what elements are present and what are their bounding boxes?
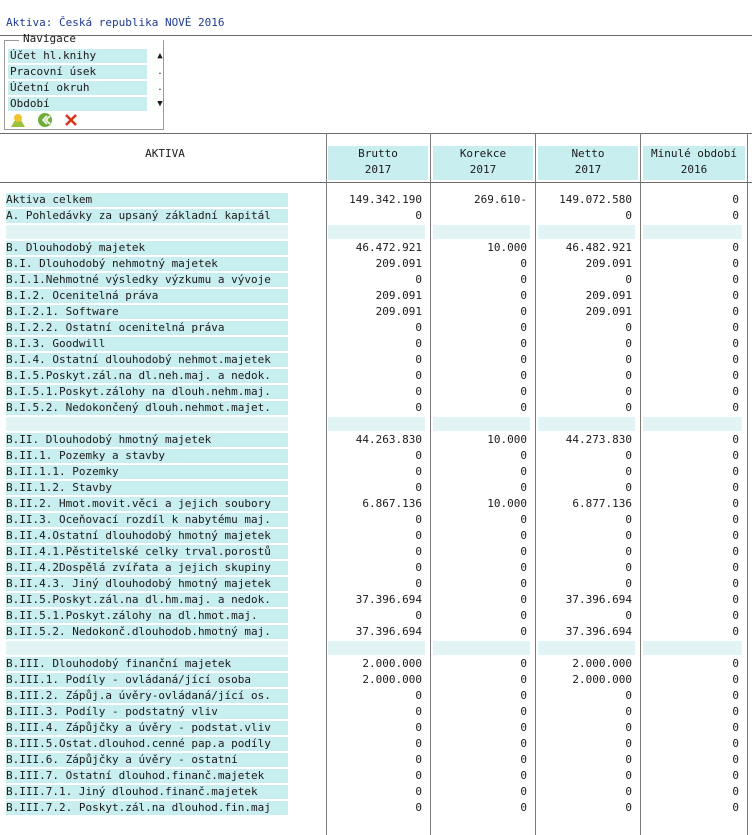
cell-korekce: 0	[520, 673, 527, 686]
cell-minule-obdobi	[643, 225, 742, 239]
cell-korekce: 0	[520, 545, 527, 558]
table-row[interactable]	[0, 592, 752, 608]
cell-brutto: 0	[415, 369, 422, 382]
cell-brutto: 0	[415, 705, 422, 718]
table-row[interactable]	[0, 352, 752, 368]
row-label: B.III. Dlouhodobý finanční majetek	[6, 657, 288, 671]
cell-netto: 0	[625, 385, 632, 398]
cell-korekce: 0	[520, 609, 527, 622]
cell-netto: 0	[625, 769, 632, 782]
cell-brutto: 37.396.694	[355, 593, 422, 606]
window-title: Aktiva: Česká republika NOVÉ 2016	[6, 16, 225, 29]
table-row[interactable]	[0, 288, 752, 304]
table-row[interactable]	[0, 656, 752, 672]
row-label: B.I. Dlouhodobý nehmotný majetek	[6, 257, 288, 271]
cell-netto: 6.877.136	[572, 497, 632, 510]
cell-korekce: 0	[520, 337, 527, 350]
cell-netto: 0	[625, 753, 632, 766]
cell-netto: 0	[625, 801, 632, 814]
row-label: B.III.7. Ostatní dlouhod.finanč.majetek	[6, 769, 288, 783]
row-label: B.II.1.2. Stavby	[6, 481, 288, 495]
table-row[interactable]	[0, 480, 752, 496]
cell-korekce	[433, 417, 530, 431]
table-row[interactable]	[0, 496, 752, 512]
table-spacer-row[interactable]	[0, 416, 752, 432]
table-row[interactable]	[0, 528, 752, 544]
cell-minule-obdobi	[643, 641, 742, 655]
cell-brutto: 0	[415, 401, 422, 414]
expand-icon[interactable]	[10, 112, 26, 128]
cell-netto: 0	[625, 705, 632, 718]
cell-netto: 0	[625, 321, 632, 334]
header-brutto-name: Brutto	[358, 147, 398, 160]
navigation-scrollbar[interactable]	[155, 48, 165, 112]
cell-minule-obdobi	[643, 417, 742, 431]
cell-minule-obdobi: 0	[732, 705, 739, 718]
cell-netto	[538, 225, 635, 239]
cell-brutto: 6.867.136	[362, 497, 422, 510]
cell-korekce: 0	[520, 657, 527, 670]
row-label: B.II.5.1.Poskyt.zálohy na dl.hmot.maj.	[6, 609, 288, 623]
table-row[interactable]	[0, 400, 752, 416]
scroll-down-icon[interactable]: ▼	[157, 99, 163, 109]
cell-korekce: 0	[520, 529, 527, 542]
row-label	[6, 641, 288, 655]
cell-brutto	[328, 225, 425, 239]
header-korekce-name: Korekce	[459, 147, 507, 160]
cell-korekce: 0	[520, 753, 527, 766]
cell-korekce: 0	[520, 785, 527, 798]
cell-netto: 0	[625, 721, 632, 734]
cell-minule-obdobi: 0	[732, 673, 739, 686]
table-row[interactable]	[0, 672, 752, 688]
cell-netto: 0	[625, 481, 632, 494]
cell-netto: 149.072.580	[559, 193, 632, 206]
cell-brutto: 0	[415, 801, 422, 814]
cell-korekce: 0	[520, 705, 527, 718]
row-label: B.I.4. Ostatní dlouhodobý nehmot.majetek	[6, 353, 288, 367]
collapse-icon[interactable]	[37, 112, 53, 128]
table-row[interactable]	[0, 768, 752, 784]
cell-netto: 0	[625, 577, 632, 590]
row-label: B.I.1.Nehmotné výsledky výzkumu a vývoje	[6, 273, 288, 287]
cell-brutto: 149.342.190	[349, 193, 422, 206]
cell-netto: 0	[625, 561, 632, 574]
header-netto-year: 2017	[574, 163, 602, 176]
delete-icon[interactable]	[63, 112, 79, 128]
row-label: B.III.1. Podíly - ovládaná/jící osoba	[6, 673, 288, 687]
cell-korekce: 0	[520, 625, 527, 638]
row-label: B. Dlouhodobý majetek	[6, 241, 288, 255]
navigation-toolbar	[10, 112, 83, 128]
cell-minule-obdobi: 0	[732, 529, 739, 542]
cell-netto: 0	[625, 529, 632, 542]
table-row[interactable]	[0, 608, 752, 624]
cell-netto: 44.273.830	[565, 433, 632, 446]
table-row[interactable]	[0, 720, 752, 736]
table-row[interactable]	[0, 320, 752, 336]
table-row[interactable]	[0, 384, 752, 400]
cell-minule-obdobi: 0	[732, 657, 739, 670]
row-label: B.II.4.2Dospělá zvířata a jejich skupiny	[6, 561, 288, 575]
cell-brutto: 0	[415, 769, 422, 782]
row-label: B.II.3. Oceňovací rozdíl k nabytému maj.	[6, 513, 288, 527]
cell-brutto: 0	[415, 209, 422, 222]
cell-korekce: 0	[520, 353, 527, 366]
cell-korekce: 0	[520, 321, 527, 334]
cell-minule-obdobi: 0	[732, 737, 739, 750]
cell-brutto: 0	[415, 753, 422, 766]
cell-netto: 0	[625, 513, 632, 526]
navigation-panel	[4, 32, 164, 130]
table-row[interactable]	[0, 256, 752, 272]
row-label: B.I.3. Goodwill	[6, 337, 288, 351]
row-label: B.II.5.2. Nedokonč.dlouhodob.hmotný maj.	[6, 625, 288, 639]
cell-minule-obdobi: 0	[732, 385, 739, 398]
cell-minule-obdobi: 0	[732, 401, 739, 414]
cell-minule-obdobi: 0	[732, 465, 739, 478]
row-label: B.II.1. Pozemky a stavby	[6, 449, 288, 463]
cell-minule-obdobi: 0	[732, 433, 739, 446]
table-row[interactable]	[0, 304, 752, 320]
table-spacer-row[interactable]	[0, 224, 752, 240]
table-row[interactable]	[0, 704, 752, 720]
cell-brutto: 0	[415, 353, 422, 366]
cell-minule-obdobi: 0	[732, 753, 739, 766]
cell-brutto: 2.000.000	[362, 657, 422, 670]
cell-minule-obdobi: 0	[732, 193, 739, 206]
table-row[interactable]	[0, 272, 752, 288]
cell-netto: 0	[625, 545, 632, 558]
nav-item-obdobi[interactable]: Období	[8, 97, 147, 111]
cell-korekce: 0	[520, 769, 527, 782]
cell-netto: 2.000.000	[572, 673, 632, 686]
header-minule-obdobi-name: Minulé období	[650, 147, 738, 160]
row-label: B.III.7.1. Jiný dlouhod.finanč.majetek	[6, 785, 288, 799]
table-row[interactable]	[0, 544, 752, 560]
cell-netto: 0	[625, 737, 632, 750]
cell-netto: 46.482.921	[565, 241, 632, 254]
table-row[interactable]	[0, 784, 752, 800]
cell-brutto: 0	[415, 465, 422, 478]
table-row[interactable]	[0, 736, 752, 752]
cell-minule-obdobi: 0	[732, 625, 739, 638]
cell-minule-obdobi: 0	[732, 545, 739, 558]
cell-minule-obdobi: 0	[732, 561, 739, 574]
nav-item-ucetni-okruh[interactable]: Účetní okruh	[8, 81, 147, 95]
cell-korekce	[433, 209, 530, 223]
cell-minule-obdobi: 0	[732, 369, 739, 382]
cell-korekce: 0	[520, 305, 527, 318]
header-minule-obdobi-year: 2016	[680, 163, 708, 176]
cell-korekce: 0	[520, 801, 527, 814]
cell-brutto: 44.263.830	[355, 433, 422, 446]
cell-netto: 37.396.694	[565, 625, 632, 638]
header-aktiva: AKTIVA	[145, 147, 185, 160]
cell-brutto	[328, 641, 425, 655]
row-label	[6, 417, 288, 431]
cell-brutto: 0	[415, 785, 422, 798]
nav-item-ucet[interactable]: Účet hl.knihy	[8, 49, 147, 63]
table-row[interactable]	[0, 576, 752, 592]
row-label: B.II.2. Hmot.movit.věci a jejich soubory	[6, 497, 288, 511]
table-row[interactable]	[0, 464, 752, 480]
cell-netto: 0	[625, 337, 632, 350]
cell-netto: 0	[625, 609, 632, 622]
cell-minule-obdobi: 0	[732, 497, 739, 510]
cell-minule-obdobi: 0	[732, 305, 739, 318]
cell-netto: 0	[625, 785, 632, 798]
row-label: B.I.5.2. Nedokončený dlouh.nehmot.majet.	[6, 401, 288, 415]
cell-minule-obdobi: 0	[732, 801, 739, 814]
cell-brutto: 0	[415, 337, 422, 350]
table-row[interactable]	[0, 192, 752, 208]
cell-korekce: 10.000	[487, 241, 527, 254]
header-netto-name: Netto	[571, 147, 605, 160]
row-label: B.III.3. Podíly - podstatný vliv	[6, 705, 288, 719]
window-title-bar	[0, 0, 752, 36]
cell-minule-obdobi: 0	[732, 769, 739, 782]
cell-netto: 209.091	[585, 257, 632, 270]
row-label: B.III.5.Ostat.dlouhod.cenné pap.a podíly	[6, 737, 288, 751]
cell-minule-obdobi: 0	[732, 481, 739, 494]
cell-netto: 0	[625, 353, 632, 366]
cell-minule-obdobi: 0	[732, 289, 739, 302]
cell-brutto: 0	[415, 513, 422, 526]
row-label	[6, 225, 288, 239]
cell-brutto: 0	[415, 273, 422, 286]
cell-korekce: 0	[520, 481, 527, 494]
cell-brutto: 0	[415, 561, 422, 574]
cell-korekce: 0	[520, 737, 527, 750]
row-label: B.III.2. Zápůj.a úvěry-ovládaná/jící os.	[6, 689, 288, 703]
table-row[interactable]	[0, 240, 752, 256]
table-row[interactable]	[0, 752, 752, 768]
cell-korekce: 269.610-	[474, 193, 527, 206]
cell-minule-obdobi: 0	[732, 785, 739, 798]
cell-minule-obdobi: 0	[732, 353, 739, 366]
header-minule-obdobi	[643, 146, 745, 180]
header-brutto	[328, 146, 428, 180]
cell-brutto: 2.000.000	[362, 673, 422, 686]
cell-netto: 209.091	[585, 289, 632, 302]
table-row[interactable]	[0, 336, 752, 352]
cell-brutto: 209.091	[375, 305, 422, 318]
cell-minule-obdobi: 0	[732, 577, 739, 590]
navigation-legend-text: Navigace	[23, 32, 76, 45]
table-row[interactable]	[0, 688, 752, 704]
cell-korekce: 0	[520, 369, 527, 382]
cell-korekce: 0	[520, 289, 527, 302]
cell-brutto: 0	[415, 321, 422, 334]
table-row[interactable]	[0, 368, 752, 384]
cell-korekce: 0	[520, 385, 527, 398]
row-label: B.I.5.Poskyt.zál.na dl.neh.maj. a nedok.	[6, 369, 288, 383]
row-label: B.I.2.2. Ostatní ocenitelná práva	[6, 321, 288, 335]
cell-netto: 2.000.000	[572, 657, 632, 670]
scroll-up-icon[interactable]: ▲	[157, 51, 163, 61]
header-brutto-year: 2017	[364, 163, 392, 176]
row-label: B.II.4.1.Pěstitelské celky trval.porostů	[6, 545, 288, 559]
cell-brutto: 37.396.694	[355, 625, 422, 638]
row-label: B.II. Dlouhodobý hmotný majetek	[6, 433, 288, 447]
cell-brutto: 46.472.921	[355, 241, 422, 254]
cell-brutto: 0	[415, 449, 422, 462]
cell-korekce: 0	[520, 513, 527, 526]
table-row[interactable]	[0, 800, 752, 816]
navigation-legend	[5, 32, 125, 48]
table-row[interactable]	[0, 512, 752, 528]
cell-netto	[538, 641, 635, 655]
cell-brutto	[328, 417, 425, 431]
nav-item-pracovni-usek[interactable]: Pracovní úsek	[8, 65, 147, 79]
table-row[interactable]	[0, 624, 752, 640]
cell-netto: 0	[625, 273, 632, 286]
cell-minule-obdobi: 0	[732, 321, 739, 334]
header-korekce	[433, 146, 533, 180]
row-label: B.II.4.3. Jiný dlouhodobý hmotný majetek	[6, 577, 288, 591]
cell-netto: 0	[625, 689, 632, 702]
row-label: B.II.5.Poskyt.zál.na dl.hm.maj. a nedok.	[6, 593, 288, 607]
cell-korekce: 0	[520, 689, 527, 702]
cell-minule-obdobi: 0	[732, 689, 739, 702]
cell-minule-obdobi: 0	[732, 609, 739, 622]
cell-minule-obdobi: 0	[732, 257, 739, 270]
cell-brutto: 209.091	[375, 289, 422, 302]
row-label: B.I.2. Ocenitelná práva	[6, 289, 288, 303]
scroll-track: .	[157, 83, 163, 93]
row-label: B.I.2.1. Software	[6, 305, 288, 319]
cell-minule-obdobi: 0	[732, 513, 739, 526]
row-label: B.III.4. Zápůjčky a úvěry - podstat.vliv	[6, 721, 288, 735]
cell-korekce	[433, 641, 530, 655]
scroll-track: .	[157, 67, 163, 77]
cell-netto	[538, 417, 635, 431]
cell-brutto: 0	[415, 721, 422, 734]
cell-brutto: 0	[415, 737, 422, 750]
cell-brutto: 0	[415, 481, 422, 494]
cell-netto: 0	[625, 465, 632, 478]
row-label: A. Pohledávky za upsaný základní kapitál	[6, 209, 288, 223]
cell-netto: 0	[625, 449, 632, 462]
cell-korekce: 0	[520, 257, 527, 270]
table-spacer-row[interactable]	[0, 640, 752, 656]
cell-korekce: 10.000	[487, 497, 527, 510]
row-label: B.III.7.2. Poskyt.zál.na dlouhod.fin.maj	[6, 801, 288, 815]
cell-brutto: 0	[415, 529, 422, 542]
table-row[interactable]	[0, 432, 752, 448]
cell-netto: 0	[625, 209, 632, 222]
cell-netto: 0	[625, 401, 632, 414]
cell-korekce: 0	[520, 401, 527, 414]
cell-korekce: 0	[520, 577, 527, 590]
cell-netto: 0	[625, 369, 632, 382]
cell-netto: 37.396.694	[565, 593, 632, 606]
cell-minule-obdobi: 0	[732, 337, 739, 350]
cell-minule-obdobi: 0	[732, 449, 739, 462]
row-label: Aktiva celkem	[6, 193, 288, 207]
header-korekce-year: 2017	[469, 163, 497, 176]
cell-brutto: 0	[415, 609, 422, 622]
cell-minule-obdobi: 0	[732, 241, 739, 254]
header-netto	[538, 146, 638, 180]
row-label: B.II.4.Ostatní dlouhodobý hmotný majetek	[6, 529, 288, 543]
cell-netto: 209.091	[585, 305, 632, 318]
table-row[interactable]	[0, 208, 752, 224]
cell-brutto: 0	[415, 545, 422, 558]
row-label: B.II.1.1. Pozemky	[6, 465, 288, 479]
cell-korekce: 0	[520, 561, 527, 574]
cell-brutto: 209.091	[375, 257, 422, 270]
cell-korekce: 10.000	[487, 433, 527, 446]
cell-brutto: 0	[415, 689, 422, 702]
table-row[interactable]	[0, 560, 752, 576]
cell-minule-obdobi: 0	[732, 721, 739, 734]
cell-korekce: 0	[520, 465, 527, 478]
cell-brutto: 0	[415, 577, 422, 590]
cell-korekce: 0	[520, 449, 527, 462]
row-label: B.I.5.1.Poskyt.zálohy na dlouh.nehm.maj.	[6, 385, 288, 399]
row-label: B.III.6. Zápůjčky a úvěry - ostatní	[6, 753, 288, 767]
cell-minule-obdobi: 0	[732, 593, 739, 606]
cell-korekce: 0	[520, 273, 527, 286]
cell-korekce	[433, 225, 530, 239]
table-row[interactable]	[0, 448, 752, 464]
cell-korekce: 0	[520, 593, 527, 606]
cell-brutto: 0	[415, 385, 422, 398]
cell-minule-obdobi: 0	[732, 273, 739, 286]
cell-minule-obdobi: 0	[732, 209, 739, 222]
cell-korekce: 0	[520, 721, 527, 734]
